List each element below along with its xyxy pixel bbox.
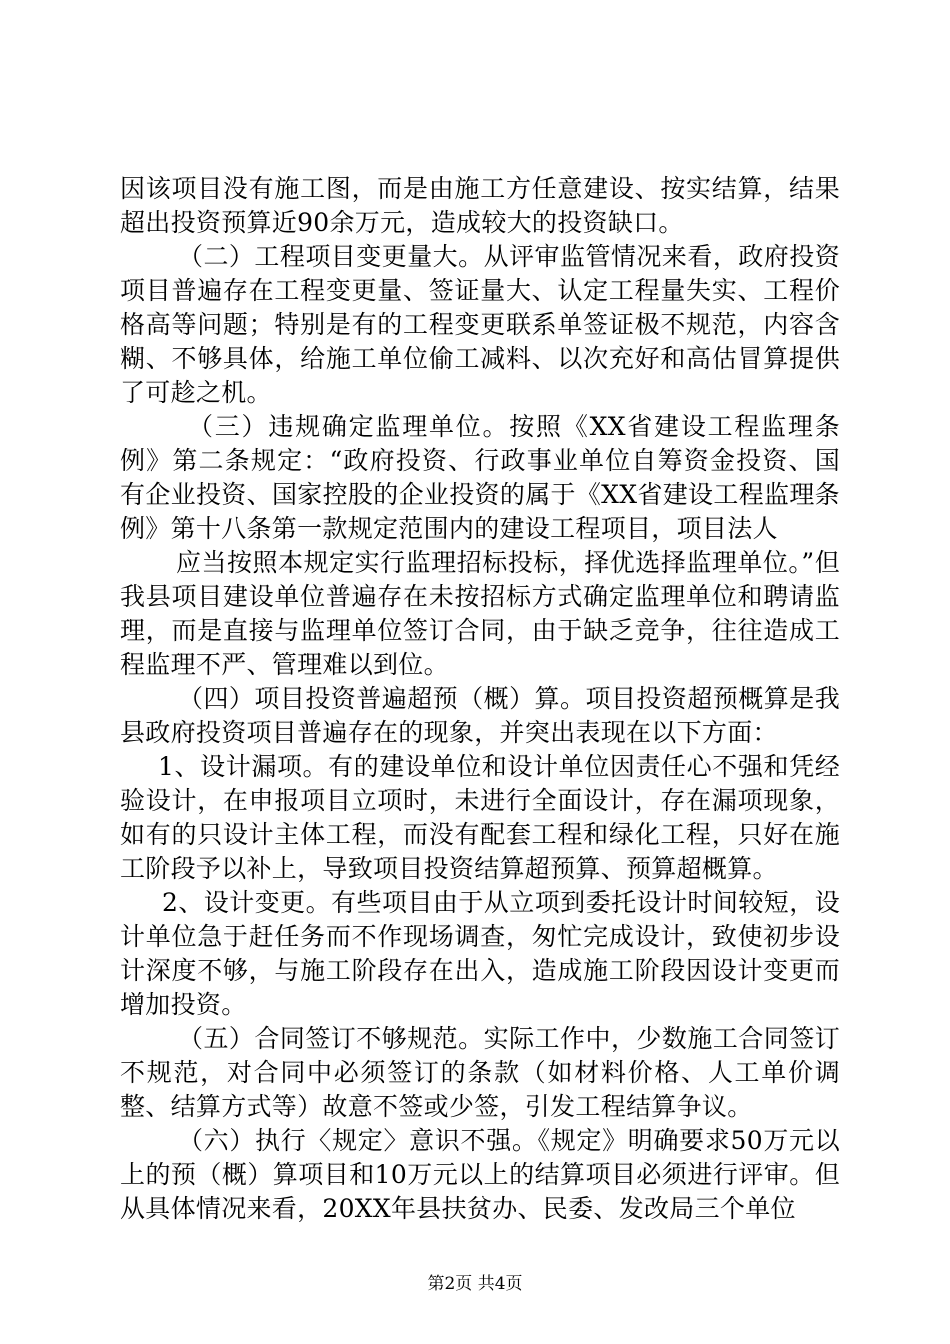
paragraph-2: （二）工程项目变更量大。从评审监管情况来看，政府投资项目普遍存在工程变更量、签证量大、认定工程量失实、工程价格高等问题；特别是有的工程变更联系单签证极不规范，内容含糊、不够具体，给施工单位偷工减料、以次充好和高估冒算提供了可趁之机。 — [120, 242, 840, 407]
paragraph-7: 2、设计变更。有些项目由于从立项到委托设计时间较短，设计单位急于赶任务而不作现场调查，匆忙完成设计，致使初步设计深度不够，与施工阶段存在出入，造成施工阶段因设计变更而增加投资。 — [120, 888, 840, 1019]
paragraph-1: 因该项目没有施工图，而是由施工方任意建设、按实结算，结果超出投资预算近90余万元，造成较大的投资缺口。 — [120, 174, 840, 237]
paragraph-6: 1、设计漏项。有的建设单位和设计单位因责任心不强和凭经验设计，在申报项目立项时，未进行全面设计，存在漏项现象，如有的只设计主体工程，而没有配套工程和绿化工程，只好在施工阶段予以补上，导致项目投资结算超预算、预算超概算。 — [120, 752, 840, 883]
paragraph-3: （三）违规确定监理单位。按照《XX省建设工程监理条例》第二条规定：“政府投资、行政事业单位自筹资金投资、国有企业投资、国家控股的企业投资的属于《XX省建设工程监理条例》第十八条第一款规定范围内的建设工程项目，项目法人 — [120, 412, 840, 543]
paragraph-9: （六）执行〈规定〉意识不强。《规定》明确要求50万元以上的预（概）算项目和10万元以上的结算项目必须进行评审。但从具体情况来看，20XX年县扶贫办、民委、发改局三个单位 — [120, 1126, 840, 1223]
paragraph-4: 应当按照本规定实行监理招标投标，择优选择监理单位。”但我县项目建设单位普遍存在未按招标方式确定监理单位和聘请监理，而是直接与监理单位签订合同，由于缺乏竞争，往往造成工程监理不严、管理难以到位。 — [120, 548, 840, 679]
paragraph-8: （五）合同签订不够规范。实际工作中，少数施工合同签订不规范，对合同中必须签订的条款（如材料价格、人工单价调整、结算方式等）故意不签或少签，引发工程结算争议。 — [120, 1024, 840, 1121]
page-number-footer: 第2页 共4页 — [427, 1274, 523, 1294]
document-body — [120, 172, 840, 1226]
paragraph-5: （四）项目投资普遍超预（概）算。项目投资超预概算是我县政府投资项目普遍存在的现象，并突出表现在以下方面： — [120, 684, 840, 747]
